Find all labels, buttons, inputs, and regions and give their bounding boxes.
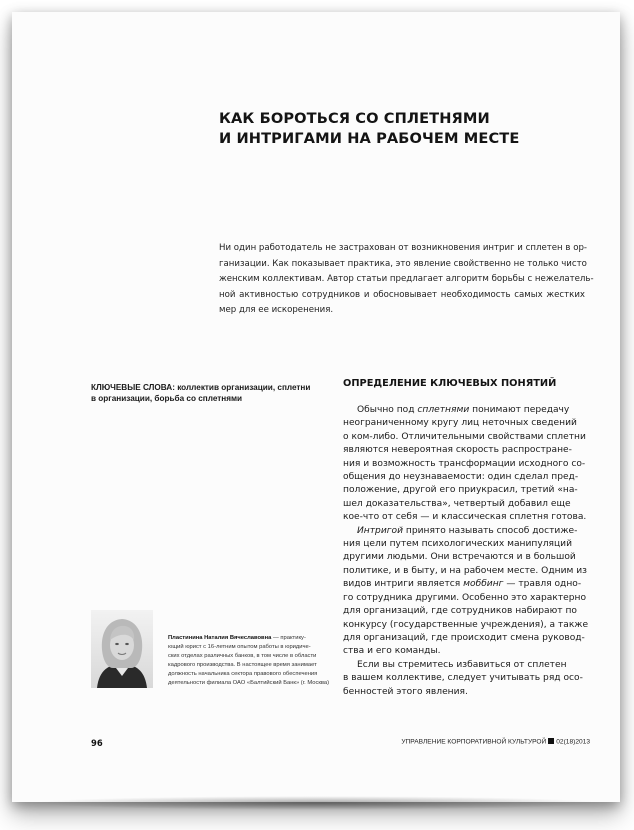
body-line: го сотрудника другими. Особенно это характерно (343, 592, 587, 603)
body-line: неограниченному кругу лиц неточных сведений (343, 418, 577, 429)
body-text-run: Обычно под (357, 405, 418, 415)
keywords (91, 382, 321, 405)
article-title (219, 109, 579, 149)
body-line (343, 578, 595, 591)
title-line: И ИНТРИГАМИ НА РАБОЧЕМ МЕСТЕ (219, 130, 520, 147)
body-line: шел доказательства», четвертый добавил еще (343, 498, 571, 509)
body-line: ния цели путем психологических манипуляций (343, 539, 572, 550)
term-mobbing: моббинг (463, 579, 504, 590)
journal-issue: 02(18)2013 (556, 738, 590, 746)
author-portrait-icon (91, 610, 153, 688)
title-line: КАК БОРОТЬСЯ СО СПЛЕТНЯМИ (219, 110, 490, 127)
body-line: являются невероятная скорость распростране- (343, 445, 572, 456)
article-lead (219, 241, 594, 319)
body-text-run: — травля одно- (503, 579, 582, 590)
lead-line: женским коллективам. Автор статьи предлагает алгоритм борьбы с нежелатель- (219, 274, 594, 285)
square-bullet-icon (548, 738, 554, 744)
body-line: в вашем коллективе, следует учитывать ряд осо- (343, 673, 583, 684)
body-line: другими людьми. Они встречаются и в большой (343, 552, 576, 563)
body-text-run: видов интриги является (343, 579, 464, 590)
bio-line (168, 634, 320, 643)
author-photo (91, 610, 153, 688)
lead-line: ной активностью сотрудников и обосновывает необходимость самых жестких (219, 289, 585, 300)
bio-line: деятельности филиала ОАО «Балтийский Банк» (г. Москва) (168, 679, 330, 686)
page-number: 96 (91, 738, 103, 748)
body-line (343, 404, 595, 417)
body-line: Если вы стремитесь избавиться от сплетен (357, 659, 567, 670)
author-bio (168, 634, 330, 687)
bio-line: кадрового производства. В настоящее время занимает (168, 661, 317, 668)
body-line (343, 525, 595, 538)
body-line: ства и его команды. (343, 646, 441, 657)
body-text-run: понимают передачу (469, 405, 570, 415)
page-shadow (30, 796, 604, 810)
body-line: общения до неузнаваемости: один сделал пред- (343, 472, 579, 483)
body-line: политике, и в быту, и на рабочем месте. Одним из (343, 565, 587, 576)
section-heading: ОПРЕДЕЛЕНИЕ КЛЮЧЕВЫХ ПОНЯТИЙ (343, 378, 557, 389)
bio-line: ских отделах различных банков, в том числе в области (168, 652, 317, 659)
body-line: ния и возможность трансформации исходного со- (343, 458, 586, 469)
body-text-run: принято называть способ достиже- (402, 525, 578, 536)
lead-line: Ни один работодатель не застрахован от возникновения интриг и сплетен в ор- (219, 243, 588, 253)
journal-name: УПРАВЛЕНИЕ КОРПОРАТИВНОЙ КУЛЬТУРОЙ (401, 738, 547, 746)
keywords-line: в организации, борьба со сплетнями (91, 394, 243, 404)
body-line: бенностей этого явления. (343, 686, 468, 697)
body-line: для организаций, где происходит смена руковод- (343, 632, 585, 643)
bio-line: должность начальника сектора правового обеспечения (168, 670, 318, 677)
term-gossip: сплетнями (417, 405, 470, 415)
bio-text-run: — практику- (271, 635, 306, 641)
term-intrigue: Интригой (357, 525, 403, 536)
lead-line: ганизации. Как показывает практика, это явление свойственно не только чисто (219, 258, 587, 269)
journal-footer (400, 738, 590, 746)
author-name: Пластинина Наталия Вячеславовна (168, 635, 272, 641)
bio-line: ющий юрист с 16-летним опытом работы в юридиче- (168, 643, 311, 650)
body-line: конкурсу (государственные учреждения), а также (343, 619, 589, 630)
article-body (343, 404, 595, 699)
body-line: для организаций, где сотрудников набирают по (343, 606, 577, 617)
body-line: положение, другой его приукрасил, третий «на- (343, 485, 578, 496)
keywords-line: КЛЮЧЕВЫЕ СЛОВА: коллектив организации, сплетни (91, 383, 311, 392)
body-line: о ком-либо. Отличительными свойствами сплетни (343, 431, 586, 442)
lead-line: мер для ее искоренения. (219, 305, 334, 316)
body-line: кое-что от себя — и классическая сплетня готова. (343, 512, 587, 523)
